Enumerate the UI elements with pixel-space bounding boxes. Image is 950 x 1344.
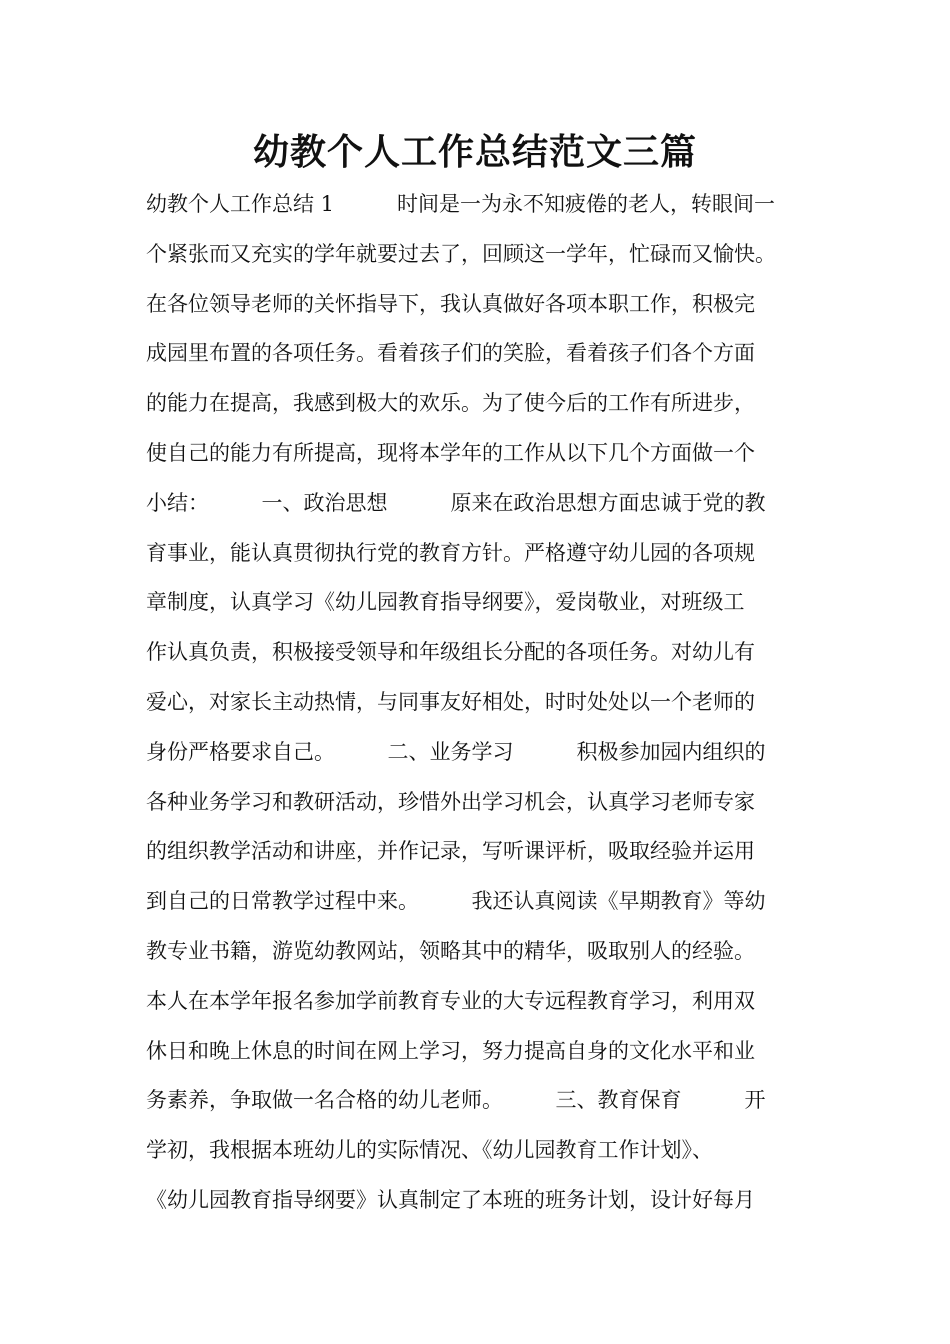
body-line: 小结： 一、政治思想 原来在政治思想方面忠诚于党的教	[146, 490, 766, 515]
body-line: 教专业书籍，游览幼教网站，领略其中的精华，吸取别人的经验。	[146, 938, 755, 963]
body-line: 幼教个人工作总结 1 时间是一为永不知疲倦的老人，转眼间一	[146, 192, 776, 216]
body-line: 育事业，能认真贯彻执行党的教育方针。严格遵守幼儿园的各项规	[146, 540, 755, 565]
body-line: 到自己的日常教学过程中来。 我还认真阅读《早期教育》等幼	[146, 889, 766, 914]
body-line: 学初，我根据本班幼儿的实际情况、《幼儿园教育工作计划》、	[146, 1138, 713, 1163]
body-line: 在各位领导老师的关怀指导下，我认真做好各项本职工作，积极完	[146, 291, 755, 316]
body-line: 作认真负责，积极接受领导和年级组长分配的各项任务。对幼儿有	[146, 640, 755, 665]
body-line: 使自己的能力有所提高，现将本学年的工作从以下几个方面做一个	[146, 440, 755, 465]
body-line: 爱心，对家长主动热情，与同事友好相处，时时处处以一个老师的	[146, 689, 755, 714]
body-line: 章制度，认真学习《幼儿园教育指导纲要》，爱岗敬业，对班级工	[146, 590, 745, 615]
document-body	[146, 180, 826, 1226]
body-line: 休日和晚上休息的时间在网上学习，努力提高自身的文化水平和业	[146, 1038, 755, 1063]
body-line: 本人在本学年报名参加学前教育专业的大专远程教育学习，利用双	[146, 988, 755, 1013]
document-title: 幼教个人工作总结范文三篇	[252, 131, 697, 173]
body-line: 《幼儿园教育指导纲要》认真制定了本班的班务计划，设计好每月	[146, 1187, 755, 1212]
body-line: 的组织教学活动和讲座，并作记录，写听课评析，吸取经验并运用	[146, 839, 755, 864]
body-line: 各种业务学习和教研活动，珍惜外出学习机会，认真学习老师专家	[146, 789, 755, 814]
body-line: 成园里布置的各项任务。看着孩子们的笑脸，看着孩子们各个方面	[146, 341, 755, 366]
body-line: 务素养，争取做一名合格的幼儿老师。 三、教育保育 开	[146, 1088, 766, 1113]
body-line: 个紧张而又充实的学年就要过去了，回顾这一学年，忙碌而又愉快。	[146, 241, 776, 266]
body-line: 的能力在提高，我感到极大的欢乐。为了使今后的工作有所进步，	[146, 391, 755, 416]
body-line: 身份严格要求自己。 二、业务学习 积极参加园内组织的	[146, 739, 766, 764]
